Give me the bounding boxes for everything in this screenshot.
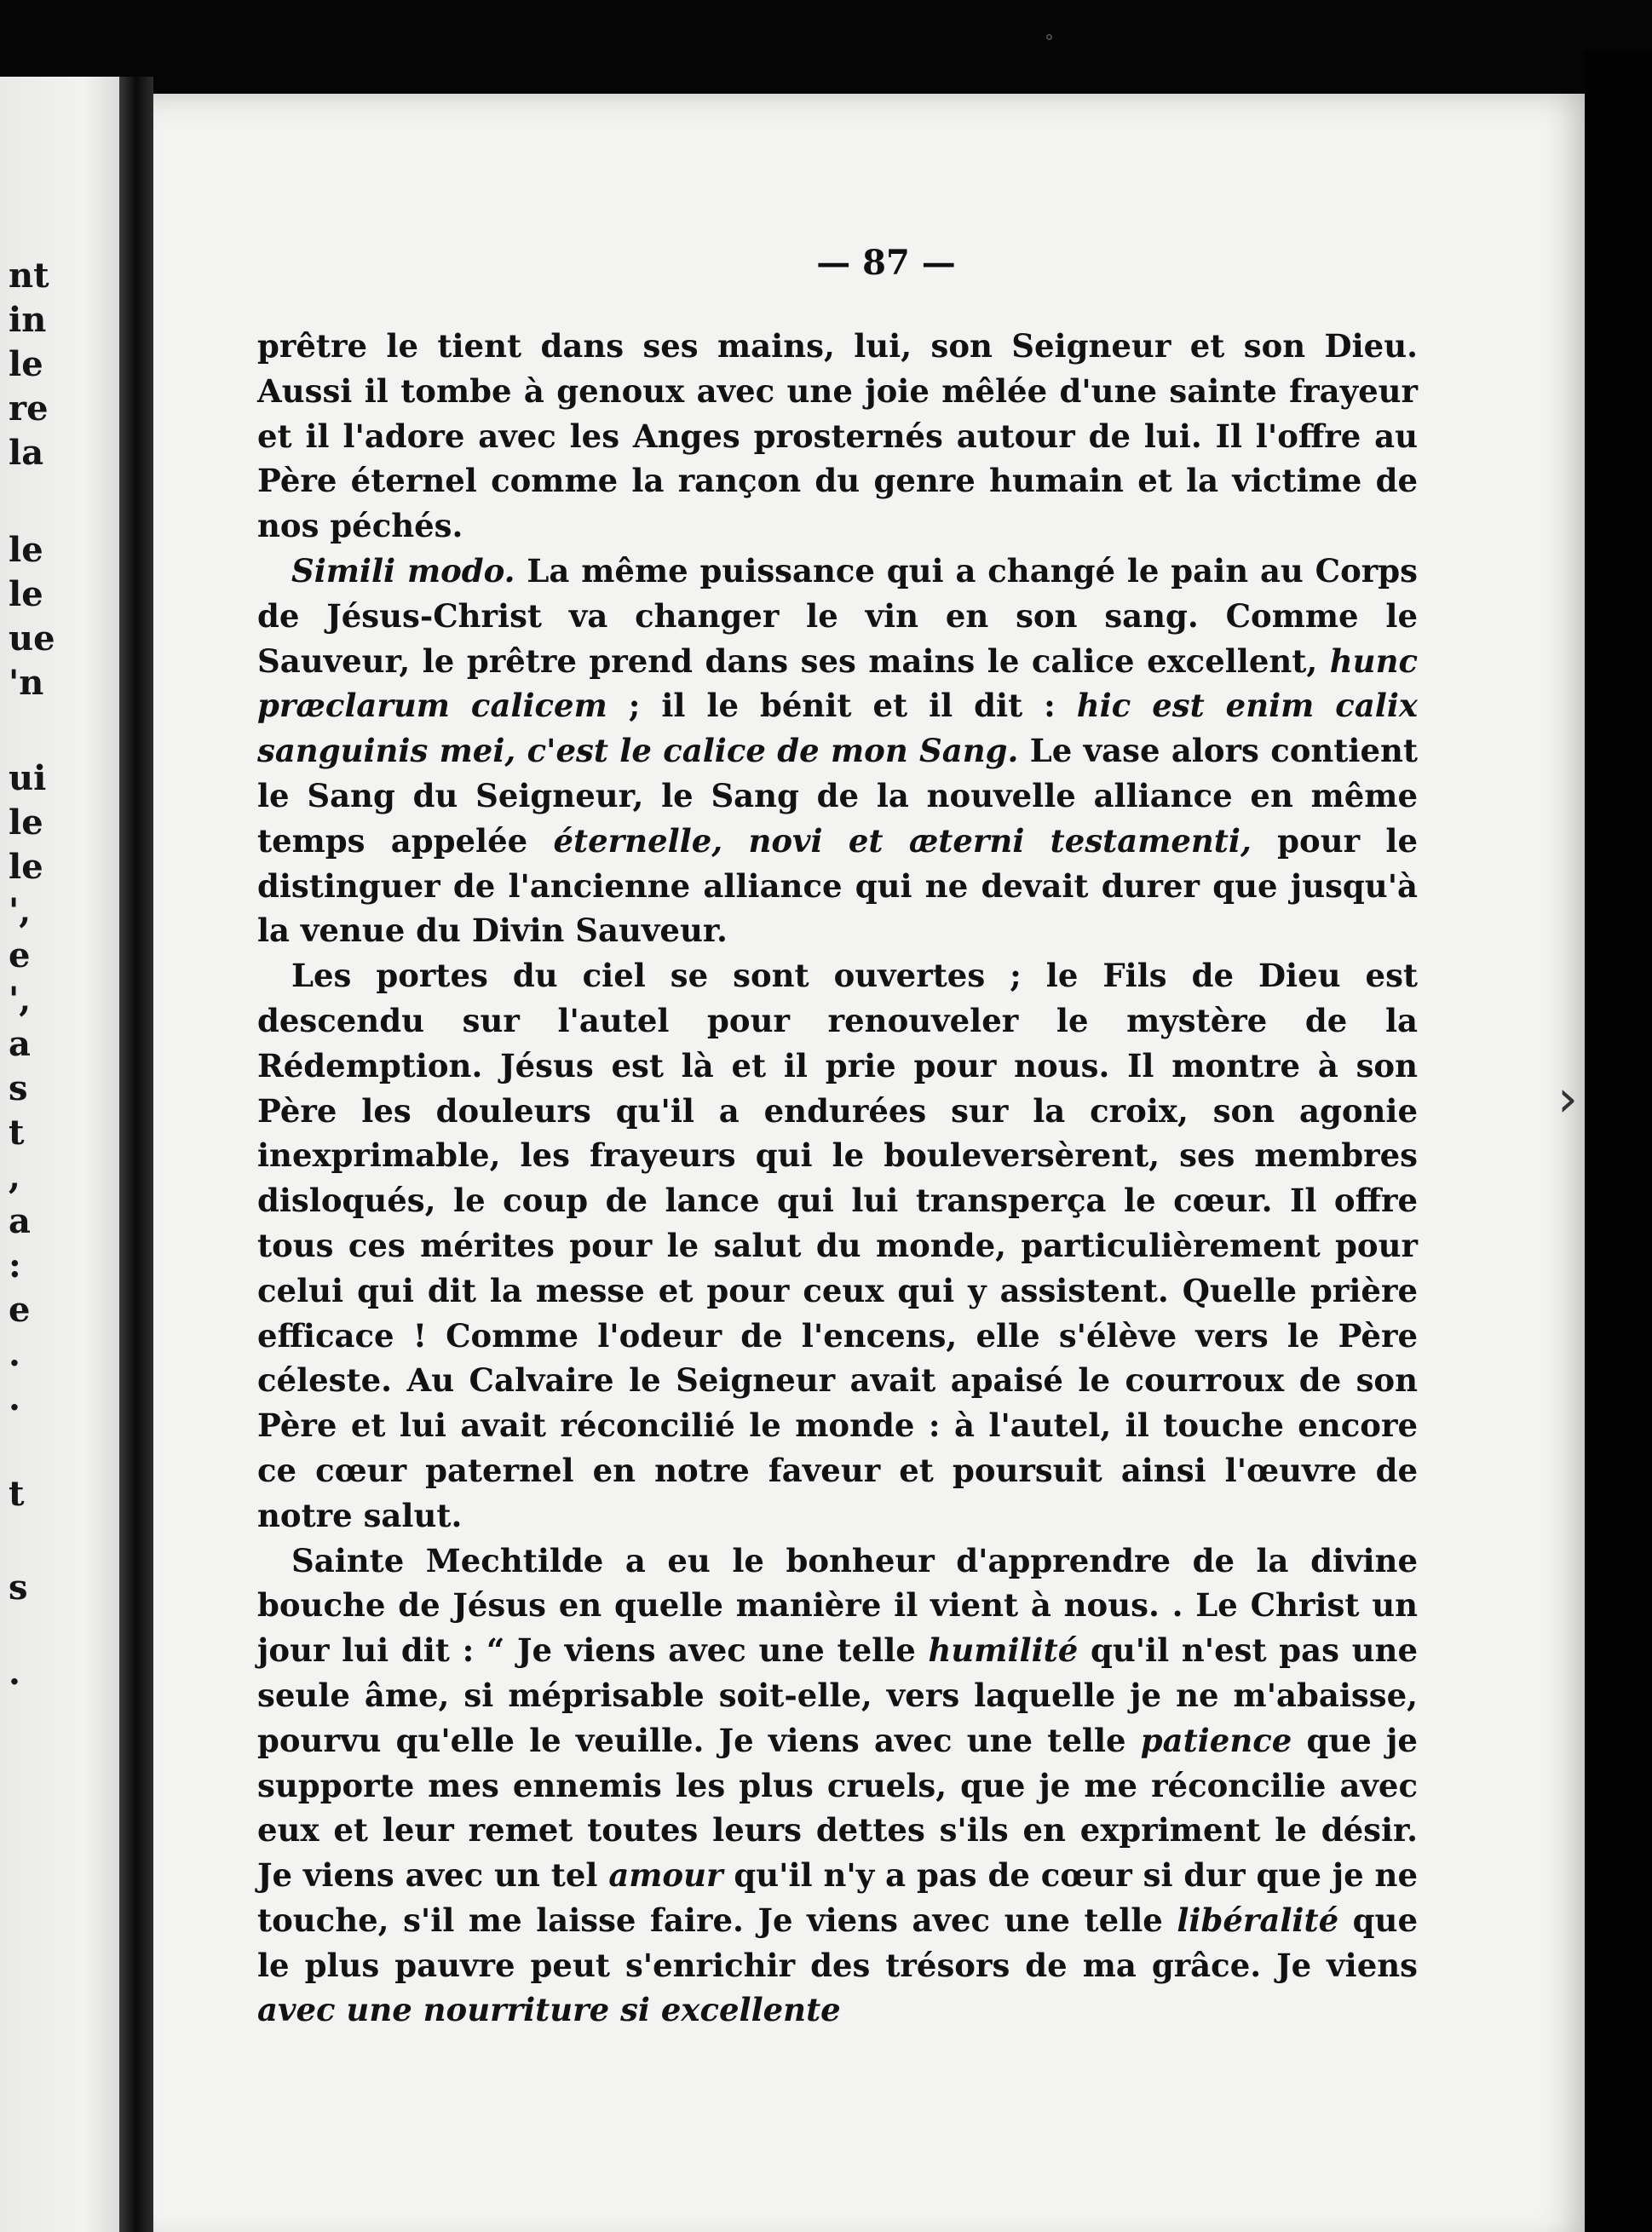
italic-phrase: Simili modo. bbox=[291, 551, 515, 590]
text-run: La même puissance qui a changé le pain au Corps de Jésus-Christ va changer le vin en son sang. Comme le Sauveur, le prêtre prend dans ses mains le calice excellent, bbox=[257, 551, 1418, 680]
previous-page-fragment: le bbox=[9, 574, 43, 614]
paragraph bbox=[257, 953, 1418, 1538]
paragraph bbox=[257, 1539, 1418, 2034]
previous-page-fragment: e bbox=[9, 1290, 31, 1330]
scan-background-right bbox=[1585, 51, 1652, 2232]
page-edge-mark: › bbox=[1557, 1069, 1578, 1129]
previous-page-fragment: in bbox=[9, 300, 47, 340]
text-run: qu'il n'y a pas de cœur si dur que je ne touche, s'il me laisse faire. Je viens avec une telle bbox=[257, 1856, 1418, 1939]
previous-page-fragment: e bbox=[9, 935, 31, 975]
previous-page-fragment: la bbox=[9, 433, 44, 473]
previous-page-fragment: s bbox=[9, 1568, 28, 1608]
book-page bbox=[153, 94, 1585, 2232]
text-run: que je supporte mes ennemis les plus cruels, que je me réconcilie avec eux et leur remet toutes leurs dettes s'ils en expriment le désir. Je viens avec un tel bbox=[257, 1721, 1418, 1895]
text-run: Sainte Mechtilde a eu le bonheur d'apprendre de la divine bouche de Jésus en quelle manière il vient à nous. . Le Christ un jour lui dit : “ Je viens avec une telle bbox=[257, 1541, 1418, 1670]
previous-page-fragment: le bbox=[9, 802, 43, 843]
previous-page-fragment: ui bbox=[9, 758, 47, 798]
paragraph bbox=[257, 549, 1418, 953]
scan-artifact: ˚ bbox=[1044, 34, 1055, 60]
text-run: que le plus pauvre peut s'enrichir des trésors de ma grâce. Je viens bbox=[257, 1901, 1418, 1984]
page-number: — 87 — bbox=[816, 243, 956, 283]
previous-page-fragment: : bbox=[9, 1245, 21, 1286]
text-run: Le vase alors contient le Sang du Seigneur, le Sang de la nouvelle alliance en même temps appelée bbox=[257, 732, 1418, 860]
text-run: pour le distinguer de l'ancienne alliance qui ne devait durer que jusqu'à la venue du Divin Sauveur. bbox=[257, 821, 1418, 950]
previous-page-fragment: . bbox=[9, 1653, 20, 1693]
text-run: Les portes du ciel se sont ouvertes ; le Fils de Dieu est descendu sur l'autel pour renouveler le mystère de la Rédemption. Jésus est là et il prie pour nous. Il montre à son Père les douleurs qu'il a endurées sur la croix, son agonie inexprimable, les frayeurs qui le bouleversèrent, ses membres disloqués, le coup de lance qui lui transperça le cœur. Il offre tous ces mérites pour le salut du monde, particulièrement pour celui qui dit la messe et pour ceux qui y assistent. Quelle prière efficace ! Comme l'odeur de l'encens, elle s'élève vers le Père céleste. Au Calvaire le Seigneur avait apaisé le courroux de son Père et lui avait réconcilié le monde : à l'autel, il touche encore ce cœur paternel en notre faveur et poursuit ainsi l'œuvre de notre salut. bbox=[257, 957, 1418, 1534]
italic-phrase: avec une nourriture si excellente bbox=[257, 1991, 841, 2029]
previous-page-fragment: t bbox=[9, 1474, 25, 1514]
paragraph bbox=[257, 324, 1418, 549]
previous-page-fragment: re bbox=[9, 388, 49, 429]
text-run: ; il le bénit et il dit : bbox=[607, 687, 1077, 725]
previous-page-fragment: . bbox=[9, 1378, 20, 1418]
previous-page-fragment: ue bbox=[9, 618, 55, 659]
previous-page-fragment: 'n bbox=[9, 663, 44, 703]
previous-page-fragment: le bbox=[9, 344, 43, 384]
italic-phrase: libéralité bbox=[1177, 1901, 1339, 1939]
previous-page-fragment: ', bbox=[9, 891, 32, 931]
previous-page-fragment: . bbox=[9, 1334, 20, 1374]
italic-phrase: hic est enim calix sanguinis mei, c'est le calice de mon Sang. bbox=[257, 687, 1418, 770]
previous-page-edge bbox=[0, 77, 119, 2232]
previous-page-fragment: a bbox=[9, 1201, 31, 1241]
italic-phrase: amour bbox=[608, 1856, 723, 1895]
previous-page-fragment: le bbox=[9, 847, 43, 887]
previous-page-fragment: t bbox=[9, 1113, 25, 1153]
book-gutter bbox=[119, 77, 153, 2232]
previous-page-fragment: nt bbox=[9, 256, 49, 296]
previous-page-fragment: , bbox=[9, 1157, 20, 1197]
previous-page-fragment: ', bbox=[9, 980, 32, 1020]
italic-phrase: éternelle, novi et æterni testamenti, bbox=[553, 821, 1252, 860]
text-run: qu'il n'est pas une seule âme, si méprisable soit-elle, vers laquelle je ne m'abaisse, pourvu qu'elle le veuille. Je viens avec une telle bbox=[257, 1631, 1418, 1759]
italic-phrase: hunc præclarum calicem bbox=[257, 641, 1418, 725]
previous-page-fragment: a bbox=[9, 1024, 31, 1064]
italic-phrase: patience bbox=[1140, 1721, 1292, 1759]
previous-page-fragment: le bbox=[9, 530, 43, 570]
page-body-text bbox=[257, 324, 1418, 2033]
text-run: prêtre le tient dans ses mains, lui, son Seigneur et son Dieu. Aussi il tombe à genoux avec une joie mêlée d'une sainte frayeur et il l'adore avec les Anges prosternés autour de lui. Il l'offre au Père éternel comme la rançon du genre humain et la victime de nos péchés. bbox=[257, 327, 1418, 545]
italic-phrase: humilité bbox=[928, 1631, 1079, 1670]
previous-page-fragment: s bbox=[9, 1068, 28, 1108]
